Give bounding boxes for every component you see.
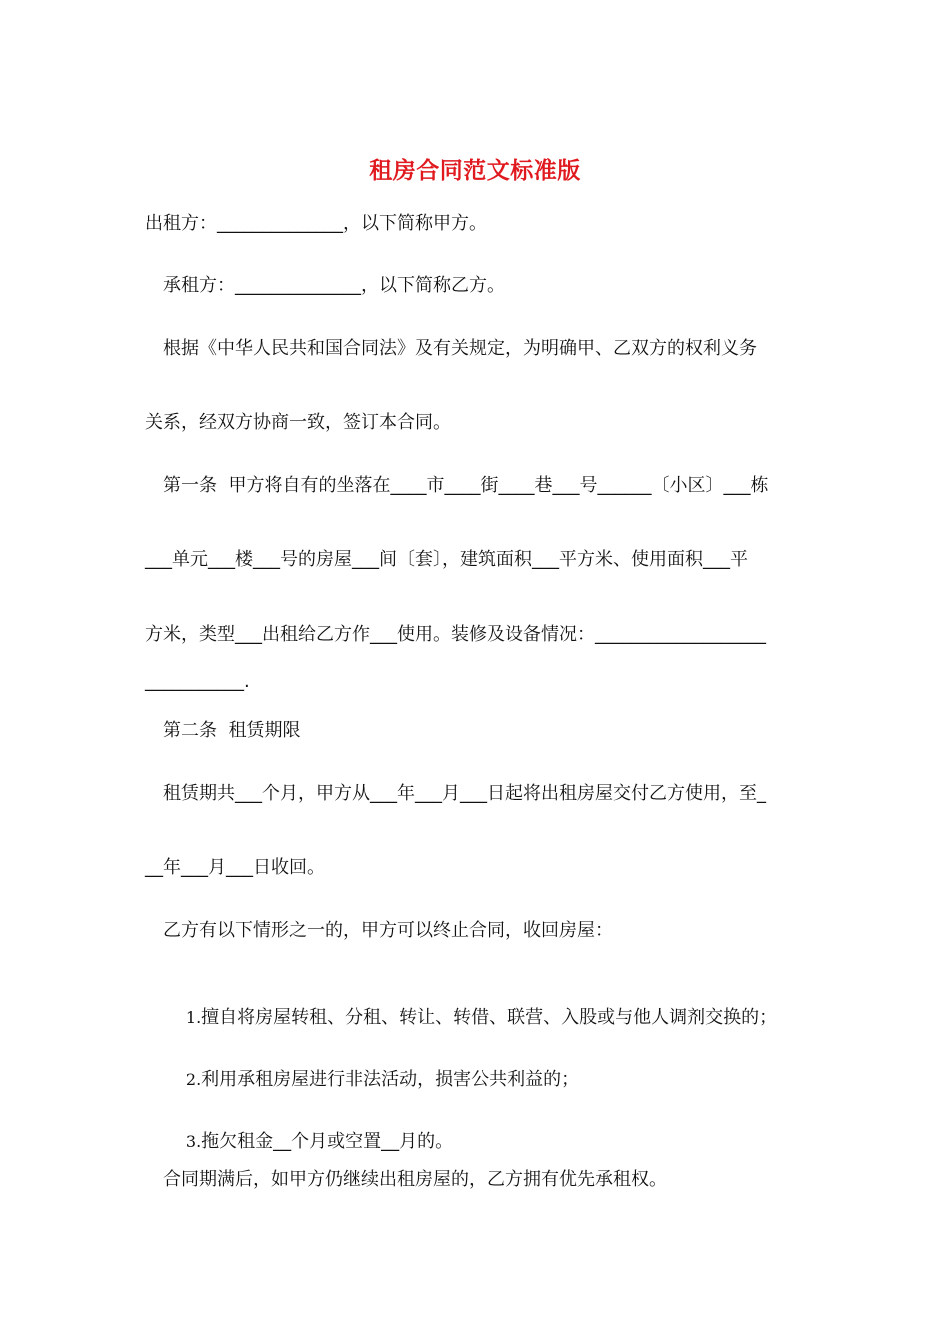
list-item-text: 擅自将房屋转租、分租、转让、转借、联营、入股或与他人调剂交换的； — [201, 1007, 778, 1028]
article-1-line-3: 方米，类型___出租给乙方作___使用。装修及设备情况：___________________ — [145, 624, 766, 645]
termination-intro: 乙方有以下情形之一的，甲方可以终止合同，收回房屋： — [163, 920, 613, 941]
article-1-line-4: ___________. — [145, 671, 250, 692]
lease-term-line-2: __年___月___日收回。 — [145, 857, 325, 878]
lessee-line: 承租方：______________，以下简称乙方。 — [163, 275, 505, 296]
lease-term-line-1: 租赁期共___个月，甲方从___年___月___日起将出租房屋交付乙方使用，至_ — [163, 783, 766, 804]
renewal-line: 合同期满后，如甲方仍继续出租房屋的，乙方拥有优先承租权。 — [163, 1169, 667, 1190]
list-item-text: 拖欠租金__个月或空置__月的。 — [201, 1131, 454, 1152]
list-item-number: 2. — [185, 1070, 202, 1089]
list-item-number: 3. — [185, 1132, 202, 1151]
preamble-line-1: 根据《中华人民共和国合同法》及有关规定，为明确甲、乙双方的权利义务 — [163, 338, 757, 359]
lessor-line: 出租方：______________，以下简称甲方。 — [145, 213, 487, 234]
document-title: 租房合同范文标准版 — [369, 157, 581, 184]
preamble-line-2: 关系，经双方协商一致，签订本合同。 — [145, 412, 451, 433]
article-2-heading: 第二条 租赁期限 — [163, 720, 301, 741]
article-1-line-2: ___单元___楼___号的房屋___间〔套〕，建筑面积___平方米、使用面积___平 — [145, 549, 748, 570]
article-1-line-1: 第一条 甲方将自有的坐落在____市____街____巷___号______〔小区〕___栋 — [163, 475, 769, 496]
list-item-number: 1. — [185, 1008, 202, 1027]
list-item-text: 利用承租房屋进行非法活动，损害公共利益的； — [201, 1069, 580, 1090]
